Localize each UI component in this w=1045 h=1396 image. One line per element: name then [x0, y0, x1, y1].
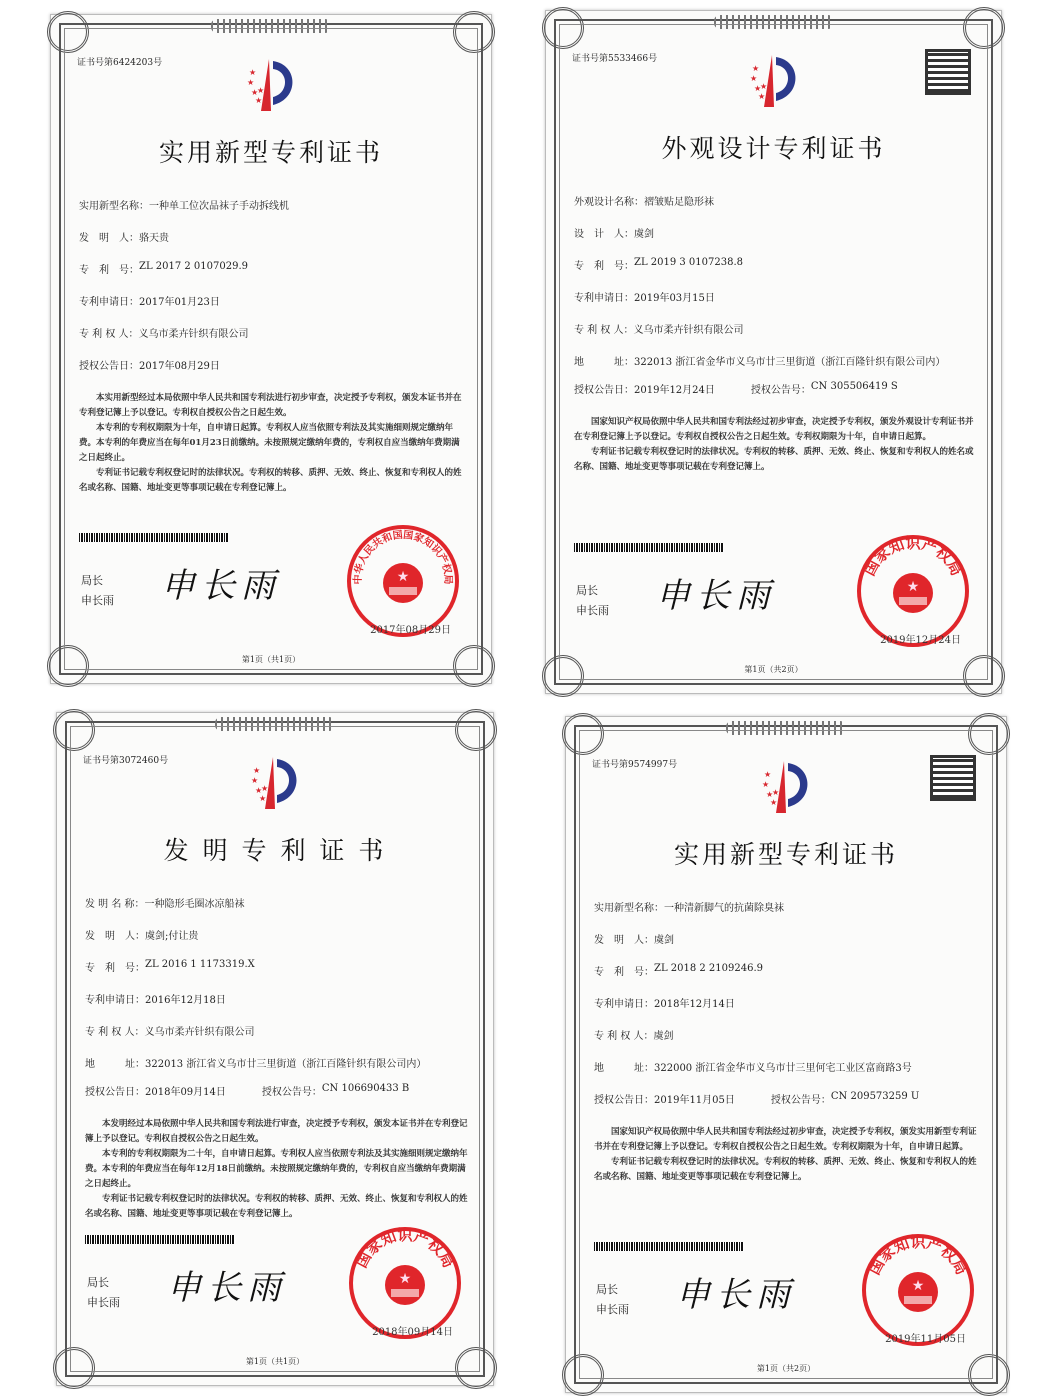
- field-row: [79, 261, 467, 293]
- corner-ornament: [562, 1354, 604, 1396]
- field-label: 授权公告号：: [750, 385, 811, 396]
- patent-certificate: [545, 10, 1002, 694]
- qr-code: [925, 49, 971, 95]
- svg-text:国家知识产权局: 国家知识产权局: [865, 1233, 971, 1278]
- corner-ornament: [455, 709, 497, 751]
- field-value: 2019年11月05日: [654, 1095, 735, 1106]
- field-value: ZL 2018 2 2109246.9: [654, 963, 764, 974]
- field-label: 地 址：: [574, 357, 634, 368]
- field-value: 一种清新脚气的抗菌除臭袜: [664, 903, 784, 914]
- field-label: 外观设计名称：: [574, 197, 644, 208]
- field-label: 专 利 号：: [79, 265, 139, 276]
- cnipa-logo-icon: [241, 55, 301, 115]
- field-label: 专利申请日：: [594, 999, 654, 1010]
- cnipa-logo-icon: [756, 757, 816, 817]
- field-value: 虞剑;付让贵: [145, 931, 199, 942]
- svg-text:★: ★: [751, 64, 759, 73]
- field-value: 322013 浙江省义乌市廿三里街道（浙江百隆针织有限公司内）: [145, 1059, 427, 1070]
- svg-text:★: ★: [249, 68, 257, 77]
- cnipa-logo-icon: [744, 51, 804, 111]
- field-value: 虞剑: [634, 229, 654, 240]
- field-value: 虞剑: [654, 935, 674, 946]
- director-name: 申长雨: [576, 604, 609, 617]
- field-value: CN 305506419 S: [810, 381, 898, 392]
- director-name: 申长雨: [81, 594, 114, 607]
- corner-ornament: [47, 645, 89, 687]
- seal-date: 2019年12月24日: [880, 635, 961, 646]
- field-row: [79, 229, 467, 261]
- field-value: 虞剑: [653, 1031, 674, 1042]
- field-label: 专利申请日：: [574, 293, 634, 304]
- corner-ornament: [47, 11, 89, 53]
- signature: 申长雨: [676, 1275, 796, 1315]
- field-value: 义乌市柔卉针织有限公司: [633, 325, 744, 336]
- svg-text:国家知识产权局: 国家知识产权局: [352, 1226, 458, 1271]
- svg-text:中华人民共和国国家知识产权局: 中华人民共和国国家知识产权局: [352, 529, 454, 585]
- svg-text:★: ★: [257, 86, 265, 95]
- field-row: [574, 193, 977, 225]
- field-value: 2018年09月14日: [145, 1087, 226, 1098]
- director-title: 局长: [596, 1283, 618, 1296]
- barcode: [79, 533, 229, 542]
- director-block: [87, 1273, 120, 1313]
- field-value: ZL 2016 1 1173319.X: [145, 959, 255, 970]
- corner-ornament: [963, 655, 1005, 697]
- field-value: 骆天贵: [139, 233, 169, 244]
- field-value: ZL 2019 3 0107238.8: [634, 257, 744, 268]
- barcode: [85, 1235, 235, 1244]
- field-row: [594, 1027, 982, 1059]
- svg-text:★: ★: [251, 776, 259, 785]
- field-value: 褶皱贴足隐形袜: [644, 197, 714, 208]
- field-row: [594, 1059, 982, 1091]
- field-row: [85, 1083, 469, 1115]
- body-paragraph: 专利证书记载专利权登记时的法律状况。专利权的转移、质押、无效、终止、恢复和专利权人的姓名或名称、国籍、地址变更等事项记载在专利登记簿上。: [594, 1157, 977, 1182]
- certificate-title: 实用新型专利证书: [158, 138, 383, 167]
- certificate-number: 证书号第3072460号: [83, 756, 169, 766]
- corner-ornament: [453, 11, 495, 53]
- corner-ornament: [542, 7, 584, 49]
- director-name: 申长雨: [596, 1303, 629, 1316]
- corner-ornament: [562, 713, 604, 755]
- corner-ornament: [455, 1347, 497, 1389]
- certificate-fields: [79, 197, 467, 389]
- field-value: ZL 2017 2 0107029.9: [139, 261, 249, 272]
- field-row: [594, 899, 982, 931]
- body-paragraph: 专利证书记载专利权登记时的法律状况。专利权的转移、质押、无效、终止、恢复和专利权人的姓名或名称、国籍、地址变更等事项记载在专利登记簿上。: [85, 1194, 468, 1219]
- body-paragraph: 本专利的专利权期限为二十年，自申请日起算。专利权人应当依照专利法及其实施细则规定缴纳年费。本专利的年费应当在每年12月18日前缴纳。未按照规定缴纳年费的，专利权自应当缴纳年费期满之日起终止。: [85, 1149, 468, 1189]
- corner-ornament: [53, 1347, 95, 1389]
- certificate-number: 证书号第9574997号: [592, 760, 678, 770]
- certificate-body-text: [85, 1117, 469, 1222]
- field-value: 2016年12月18日: [145, 995, 226, 1006]
- field-label: 发 明 人：: [79, 233, 139, 244]
- field-row: [85, 895, 469, 927]
- seal-date: 2019年11月05日: [885, 1334, 966, 1345]
- certificate-title: 发 明 专 利 证 书: [163, 836, 387, 865]
- seal-date: 2018年09月14日: [372, 1327, 453, 1338]
- patent-certificate: [56, 712, 494, 1386]
- svg-text:★: ★: [398, 1271, 412, 1287]
- svg-text:★: ★: [759, 82, 767, 91]
- patent-certificate: [50, 14, 492, 684]
- field-value: 322000 浙江省金华市义乌市廿三里何宅工业区富商路3号: [654, 1063, 912, 1074]
- director-block: [576, 581, 609, 621]
- body-paragraph: 本实用新型经过本局依照中华人民共和国专利法进行初步审查，决定授予专利权，颁发本证书并在专利登记簿上予以登记。专利权自授权公告之日起生效。: [79, 393, 462, 418]
- director-title: 局长: [87, 1276, 109, 1289]
- field-value: 义乌市柔卉针织有限公司: [144, 1027, 255, 1038]
- certificate-title: 外观设计专利证书: [661, 134, 886, 163]
- top-ornament: [211, 19, 331, 33]
- field-label: 专 利 权 人：: [79, 329, 139, 340]
- barcode: [594, 1242, 744, 1251]
- certificate-fields: [85, 895, 469, 1115]
- field-value: 一种单工位次品袜子手动拆线机: [149, 201, 289, 212]
- top-ornament: [215, 717, 335, 731]
- field-label: 授权公告日：: [594, 1095, 654, 1106]
- corner-ornament: [963, 7, 1005, 49]
- field-label: 实用新型名称：: [594, 903, 664, 914]
- field-row: [85, 1055, 469, 1083]
- body-paragraph: 本发明经过本局依照中华人民共和国专利法进行审查，决定授予专利权，颁发本证书并在专利登记簿上予以登记。专利权自授权公告之日起生效。: [85, 1119, 468, 1144]
- field-row: [574, 353, 977, 381]
- body-paragraph: 专利证书记载专利权登记时的法律状况。专利权的转移、质押、无效、终止、恢复和专利权人的姓名或名称、国籍、地址变更等事项记载在专利登记簿上。: [79, 468, 462, 493]
- certificate-title: 实用新型专利证书: [673, 840, 898, 869]
- svg-text:★: ★: [762, 780, 770, 789]
- corner-ornament: [968, 713, 1010, 755]
- corner-ornament: [968, 1354, 1010, 1396]
- body-paragraph: 国家知识产权局依照中华人民共和国专利法经过初步审查，决定授予专利权，颁发外观设计专利证书并在专利登记簿上予以登记。专利权自授权公告之日起生效。专利权期限为十年，自申请日起算。: [574, 417, 974, 442]
- svg-text:★: ★: [251, 88, 259, 97]
- field-row: [85, 1023, 469, 1055]
- field-label: 发 明 名 称：: [85, 899, 145, 910]
- field-value: 2019年12月24日: [634, 385, 715, 396]
- field-row: [594, 995, 982, 1027]
- svg-text:★: ★: [766, 790, 774, 799]
- svg-text:★: ★: [757, 92, 765, 101]
- field-label: 授权公告日：: [85, 1087, 145, 1098]
- field-row: [85, 991, 469, 1023]
- field-label: 授权公告日：: [574, 385, 634, 396]
- director-block: [81, 571, 114, 611]
- field-value: 2018年12月14日: [654, 999, 735, 1010]
- svg-text:★: ★: [911, 1278, 925, 1294]
- field-label: 专 利 号：: [594, 967, 654, 978]
- field-row: [574, 257, 977, 289]
- signature: 申长雨: [167, 1268, 287, 1308]
- field-row: [574, 321, 977, 353]
- field-label: 授权公告号：: [261, 1087, 322, 1098]
- svg-text:★: ★: [253, 766, 261, 775]
- page-footer: 第1页（共2页）: [756, 1364, 816, 1373]
- field-row: [574, 381, 977, 413]
- cnipa-logo-icon: [245, 753, 305, 813]
- certificate-fields: [594, 899, 982, 1123]
- page-footer: 第1页（共2页）: [744, 665, 803, 674]
- seal-date: 2017年08月29日: [370, 625, 451, 636]
- signature: 申长雨: [161, 566, 281, 606]
- field-label: 设 计 人：: [574, 229, 634, 240]
- field-label: 专利申请日：: [85, 995, 145, 1006]
- field-value: 义乌市柔卉针织有限公司: [138, 329, 249, 340]
- director-block: [596, 1280, 629, 1320]
- field-row: [79, 357, 467, 389]
- top-ornament: [726, 721, 846, 735]
- signature: 申长雨: [656, 576, 776, 616]
- certificate-body-text: [574, 415, 977, 475]
- top-ornament: [714, 15, 834, 29]
- field-label: 专 利 权 人：: [594, 1031, 654, 1042]
- field-row: [85, 927, 469, 959]
- field-row: [85, 959, 469, 991]
- certificate-number: 证书号第6424203号: [77, 58, 163, 68]
- field-label: 地 址：: [594, 1063, 654, 1074]
- corner-ornament: [453, 645, 495, 687]
- corner-ornament: [542, 655, 584, 697]
- svg-text:★: ★: [749, 74, 757, 83]
- svg-text:★: ★: [247, 78, 255, 87]
- field-label: 授权公告号：: [770, 1095, 831, 1106]
- svg-text:★: ★: [259, 794, 267, 803]
- body-paragraph: 专利证书记载专利权登记时的法律状况。专利权的转移、质押、无效、终止、恢复和专利权人的姓名或名称、国籍、地址变更等事项记载在专利登记簿上。: [574, 447, 974, 472]
- svg-text:★: ★: [255, 96, 263, 105]
- qr-code: [930, 755, 976, 801]
- page-footer: 第1页（共1页）: [241, 655, 301, 664]
- field-row: [574, 225, 977, 257]
- field-value: CN 209573259 U: [830, 1091, 920, 1102]
- patent-certificate: [565, 716, 1007, 1393]
- field-row: [594, 963, 982, 995]
- page-footer: 第1页（共1页）: [245, 1357, 305, 1366]
- svg-text:★: ★: [764, 770, 772, 779]
- svg-text:★: ★: [753, 84, 761, 93]
- field-label: 专利申请日：: [79, 297, 139, 308]
- svg-text:★: ★: [255, 786, 263, 795]
- field-label: 专 利 号：: [574, 261, 634, 272]
- certificate-number: 证书号第5533466号: [572, 54, 658, 64]
- svg-text:★: ★: [906, 579, 920, 595]
- field-value: 322013 浙江省金华市义乌市廿三里街道（浙江百隆针织有限公司内）: [634, 357, 946, 368]
- field-label: 发 明 人：: [594, 935, 654, 946]
- field-label: 专 利 权 人：: [574, 325, 634, 336]
- field-label: 专 利 号：: [85, 963, 145, 974]
- director-title: 局长: [81, 574, 103, 587]
- corner-ornament: [53, 709, 95, 751]
- field-label: 发 明 人：: [85, 931, 145, 942]
- field-row: [79, 325, 467, 357]
- field-value: 一种隐形毛圈冰凉船袜: [144, 899, 245, 910]
- certificate-body-text: [594, 1125, 982, 1185]
- body-paragraph: 国家知识产权局依照中华人民共和国专利法经过初步审查，决定授予专利权，颁发实用新型专利证书并在专利登记簿上予以登记。专利权自授权公告之日起生效。专利权期限为十年，自申请日起算。: [594, 1127, 977, 1152]
- field-label: 实用新型名称：: [79, 201, 149, 212]
- field-label: 授权公告日：: [79, 361, 139, 372]
- director-name: 申长雨: [87, 1296, 120, 1309]
- field-label: 地 址：: [85, 1059, 145, 1070]
- certificate-body-text: [79, 391, 467, 496]
- director-title: 局长: [576, 584, 598, 597]
- field-label: 专 利 权 人：: [85, 1027, 145, 1038]
- field-row: [594, 931, 982, 963]
- barcode: [574, 543, 724, 552]
- svg-text:★: ★: [396, 569, 410, 585]
- certificate-fields: [574, 193, 977, 413]
- body-paragraph: 本专利的专利权期限为十年，自申请日起算。专利权人应当依照专利法及其实施细则规定缴纳年费。本专利的年费应当在每年01月23日前缴纳。未按照规定缴纳年费的，专利权自应当缴纳年费期满之日起终止。: [79, 423, 460, 463]
- field-value: 2017年08月29日: [139, 361, 220, 372]
- field-value: 2017年01月23日: [139, 297, 220, 308]
- field-row: [79, 293, 467, 325]
- field-row: [594, 1091, 982, 1123]
- svg-text:国家知识产权局: 国家知识产权局: [860, 534, 966, 579]
- svg-text:★: ★: [261, 784, 269, 793]
- field-value: 2019年03月15日: [634, 293, 715, 304]
- field-value: CN 106690433 B: [321, 1083, 410, 1094]
- field-row: [79, 197, 467, 229]
- svg-text:★: ★: [770, 798, 778, 807]
- field-row: [574, 289, 977, 321]
- svg-text:★: ★: [772, 788, 780, 797]
